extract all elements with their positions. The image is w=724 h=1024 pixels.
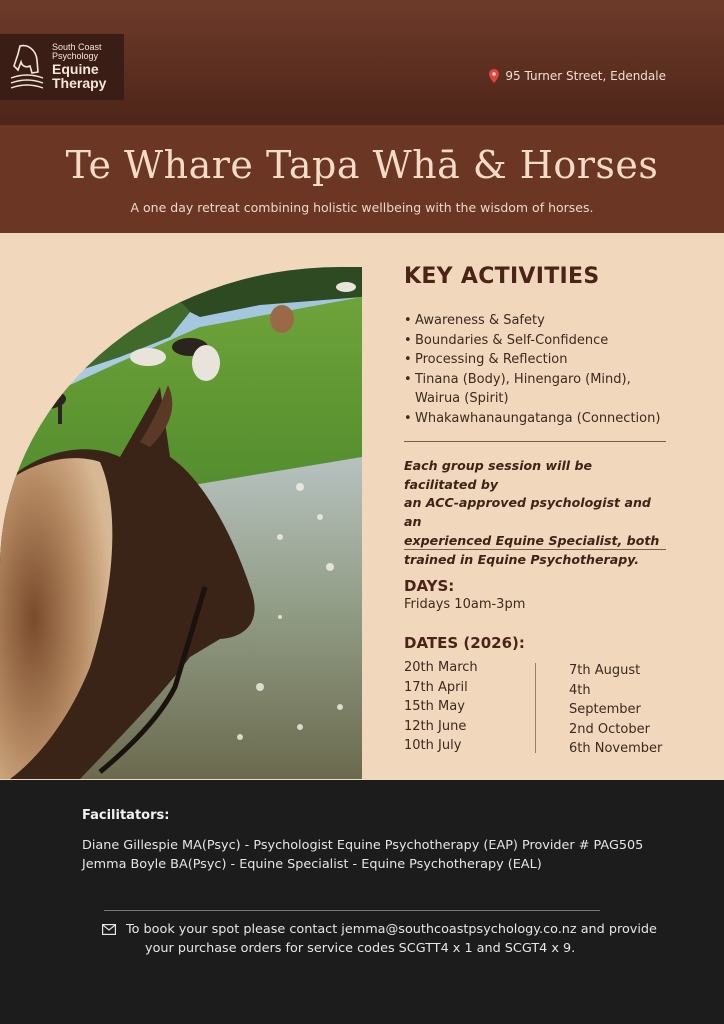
address-text: 95 Turner Street, Edendale [505,69,666,83]
horse-head-icon [8,42,46,92]
map-pin-icon [489,69,499,83]
envelope-icon [102,924,116,935]
list-item: • Whakawhanaungatanga (Connection) [404,409,660,429]
date-item: 7th August [569,663,641,678]
booking-text-line-1[interactable]: To book your spot please contact jemma@southcoastpsychology.co.nz and provide [126,922,657,937]
date-item: 4th September [569,682,641,718]
divider [404,549,666,550]
dates-column-2 [569,661,666,759]
note-line: Each group session will be facilitated by [404,458,593,492]
date-item: 10th July [404,738,462,754]
page-title: Te Whare Tapa Whā & Horses [65,143,659,187]
list-item [404,370,660,409]
date-item: 2nd October [569,721,650,737]
dates-column-1 [404,658,478,756]
list-item-line: Wairua (Spirit) [415,391,509,406]
logo-text [52,43,106,91]
note-line: trained in Equine Psychotherapy. [404,551,640,567]
list-item: • Boundaries & Self-Confidence [404,331,660,351]
list-item: • Processing & Reflection [404,350,660,370]
booking-info [102,920,682,958]
note-line: an ACC-approved psychologist and an [404,495,651,530]
horse-photo [0,267,362,779]
logo-line-2: Psychology [52,51,99,62]
facilitator-2: Jemma Boyle BA(Psyc) - Equine Specialist - Equine Psychotherapy (EAL) [82,857,542,872]
logo-line-4: Therapy [52,75,107,92]
page-subtitle: A one day retreat combining holistic wellbeing with the wisdom of horses. [130,200,594,215]
date-item: 17th April [404,679,468,695]
divider [104,910,600,911]
list-item: • Awareness & Safety [404,311,660,331]
days-heading: DAYS: [404,577,455,595]
horse-photo-illustration [0,267,362,779]
date-item: 20th March [404,660,478,675]
facilitation-note [404,457,668,569]
logo-line-1: South Coast [52,41,102,52]
footer [0,780,724,1024]
date-item: 15th May [404,699,465,715]
title-band [0,125,724,233]
header [0,0,724,125]
date-item: 12th June [404,718,467,734]
divider [404,441,666,442]
facilitators-heading: Facilitators: [82,808,170,823]
activities-list [404,311,660,428]
key-activities-heading: KEY ACTIVITIES [404,264,600,289]
logo-line-3: Equine [52,60,99,77]
address [489,69,666,83]
main-content [0,233,724,780]
dates-heading: DATES (2026): [404,634,525,652]
booking-text-line-2: your purchase orders for service codes SCGTT4 x 1 and SCGT4 x 9. [145,941,576,956]
date-item: 6th November [569,741,663,757]
list-item-line: Tinana (Body), Hinengaro (Mind), [415,371,631,387]
days-value: Fridays 10am-3pm [404,597,526,612]
dates-divider [535,663,536,753]
note-line: experienced Equine Specialist, both [404,532,660,548]
facilitator-1: Diane Gillespie MA(Psyc) - Psychologist Equine Psychotherapy (EAP) Provider # PAG505 [82,838,644,853]
logo[interactable] [0,34,124,100]
